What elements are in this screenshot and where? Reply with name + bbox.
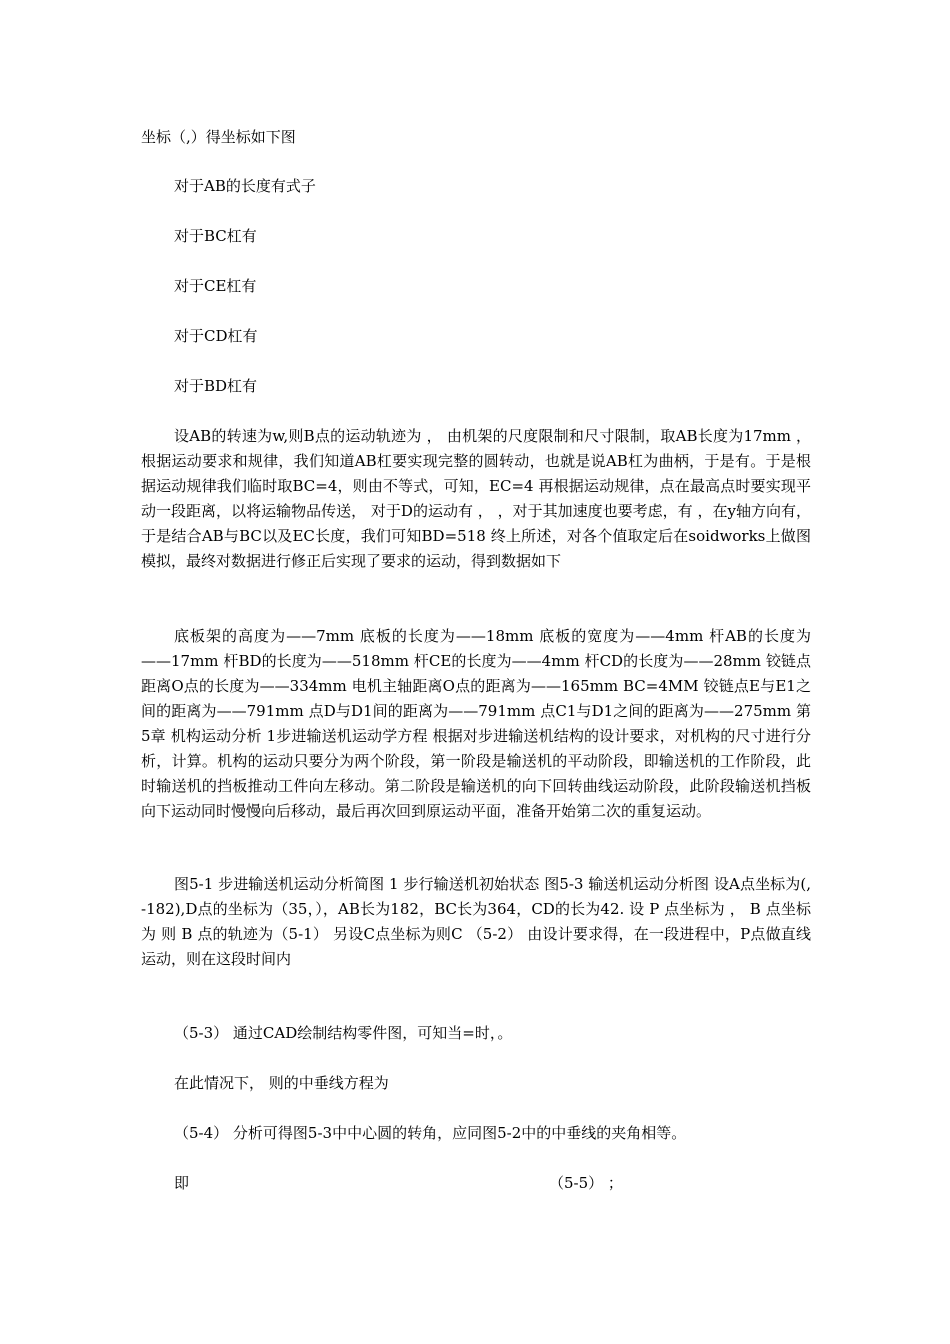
line-equation-5-4: （5-4） 分析可得图5-3中中心圆的转角，应同图5-2中的中垂线的夹角相等。 (174, 1124, 687, 1142)
line-coordinates: 坐标（,）得坐标如下图 (141, 128, 296, 146)
line-equation-5-5: （5-5） ； (549, 1174, 623, 1192)
line-equation-5-3: （5-3） 通过CAD绘制结构零件图，可知当=时，。 (174, 1024, 513, 1042)
paragraph-figure-analysis: 图5-1 步进输送机运动分析简图 1 步行输送机初始状态 图5-3 输送机运动分析图 设A点坐标为(,-182),D点的坐标为（35，），AB长为182，BC长为364，CD的长为42. 设 P 点坐标为 ， B 点坐标为 则 B 点的轨迹为（5-1） 另设C点坐标为则C （5-2） 由设计要求得，在一段进程中，P点做直线运动，则在这段时间内 (141, 875, 811, 968)
paragraph-dimensions: 底板架的高度为——7mm 底板的长度为——18mm 底板的宽度为——4mm 杆AB的长度为——17mm 杆BD的长度为——518mm 杆CE的长度为——4mm 杆CD的长度为——28mm 铰链点距离O点的长度为——334mm 电机主轴距离O点的距离为——165mm BC=4MM 铰链点E与E1之间的距离为——791mm 点D与D1间的距离为——791mm 点C1与D1之间的距离为——275mm 第5章 机构运动分析 1步进输送机运动学方程 根据对步进输送机结构的设计要求，对机构的尺寸进行分析，计算。机构的运动只要分为两个阶段，第一阶段是输送机的平动阶段，即输送机的工作阶段，此时输送机的挡板推动工件向左移动。第二阶段是输送机的向下回转曲线运动阶段，此阶段输送机挡板向下运动同时慢慢向后移动，最后再次回到原运动平面，准备开始第二次的重复运动。 (141, 627, 811, 820)
paragraph-ab-speed: 设AB的转速为w,则B点的运动轨迹为 ， 由机架的尺度限制和尺寸限制，取AB长度为17mm ， 根据运动要求和规律，我们知道AB杠要实现完整的圆转动，也就是说AB杠为曲柄，于是有。于是根据运动规律我们临时取BC=4，则由不等式，可知，EC=4 再根据运动规律，点在最高点时要实现平动一段距离，以将运输物品传送， 对于D的运动有 ， ，对于其加速度也要考虑，有 ，在y轴方向有，于是结合AB与BC以及EC长度，我们可知BD=518 终上所述，对各个值取定后在soidworks上做图模拟，最终对数据进行修正后实现了要求的运动，得到数据如下 (141, 427, 811, 570)
line-ce-bar: 对于CE杠有 (174, 277, 257, 295)
line-bc-bar: 对于BC杠有 (174, 227, 257, 245)
line-bd-bar: 对于BD杠有 (174, 377, 258, 395)
line-ji: 即 (174, 1174, 190, 1192)
line-perpendicular-bisector: 在此情况下， 则的中垂线方程为 (174, 1074, 389, 1092)
line-ab-length: 对于AB的长度有式子 (174, 177, 316, 195)
line-cd-bar: 对于CD杠有 (174, 327, 258, 345)
